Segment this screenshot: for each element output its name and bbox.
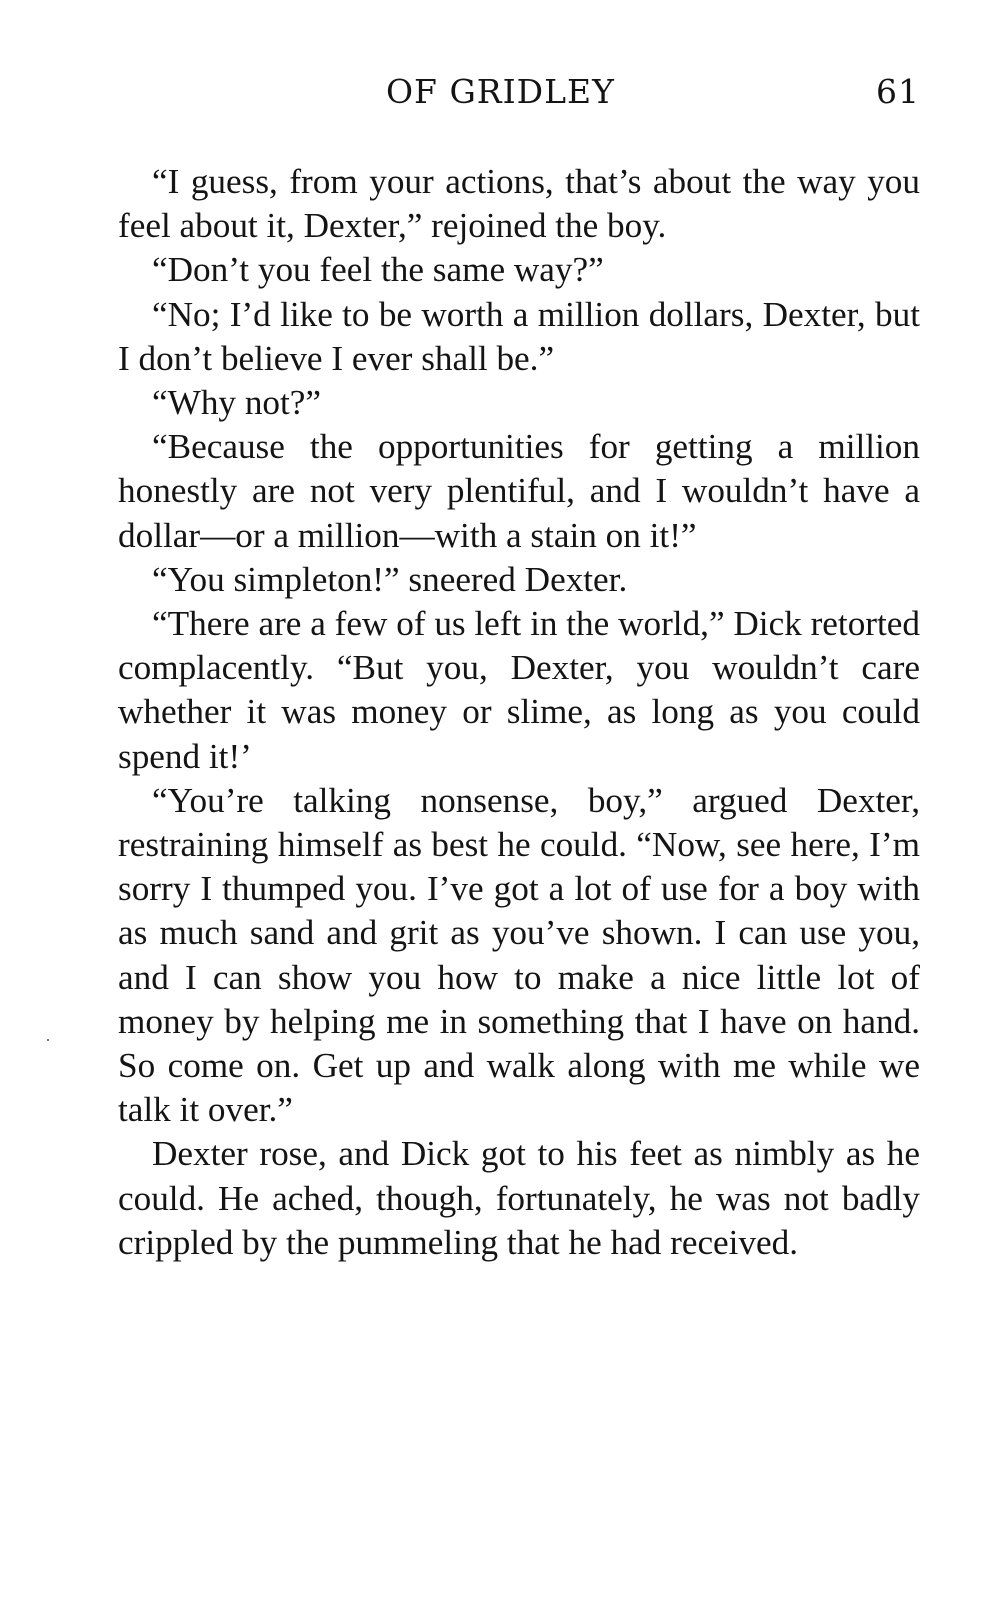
page-number: 61 — [876, 72, 920, 111]
paragraph: “You’re talking nonsense, boy,” argued Dexter, restraining himself as best he could. “Now, see here, I’m sorry I thumped you. I’ve got a lot of use for a boy with as much sand and grit as you’ve shown. I can use you, and I can show you how to make a nice little lot of money by helping me in something that I have on hand. So come on. Get up and walk along with me while we talk it over.” — [118, 780, 920, 1130]
paragraph: “There are a few of us left in the world,” Dick retorted complacently. “But you, Dexter, you wouldn’t care whether it was money or slime, as long as you could spend it!’ — [118, 604, 920, 776]
paragraph: “Why not?” — [152, 383, 322, 423]
paragraph: “I guess, from your actions, that’s about the way you feel about it, Dexter,” rejoined the boy. — [118, 162, 920, 246]
running-head — [118, 72, 920, 116]
paragraph: “You simpleton!” sneered Dexter. — [152, 559, 628, 599]
body-text — [118, 160, 920, 1265]
running-title: OF GRIDLEY — [386, 72, 615, 111]
paragraph: Dexter rose, and Dick got to his feet as nimbly as he could. He ached, though, fortunately, he was not badly crippled by the pummeling that he had received. — [118, 1134, 920, 1262]
paragraph: “No; I’d like to be worth a million dollars, Dexter, but I don’t believe I ever shall be.” — [118, 294, 920, 378]
print-speck — [47, 1039, 49, 1041]
paragraph: “Don’t you feel the same way?” — [152, 250, 604, 290]
paragraph: “Because the opportunities for getting a million honestly are not very plentiful, and I wouldn’t have a dollar—or a million—with a stain on it!” — [118, 427, 920, 555]
